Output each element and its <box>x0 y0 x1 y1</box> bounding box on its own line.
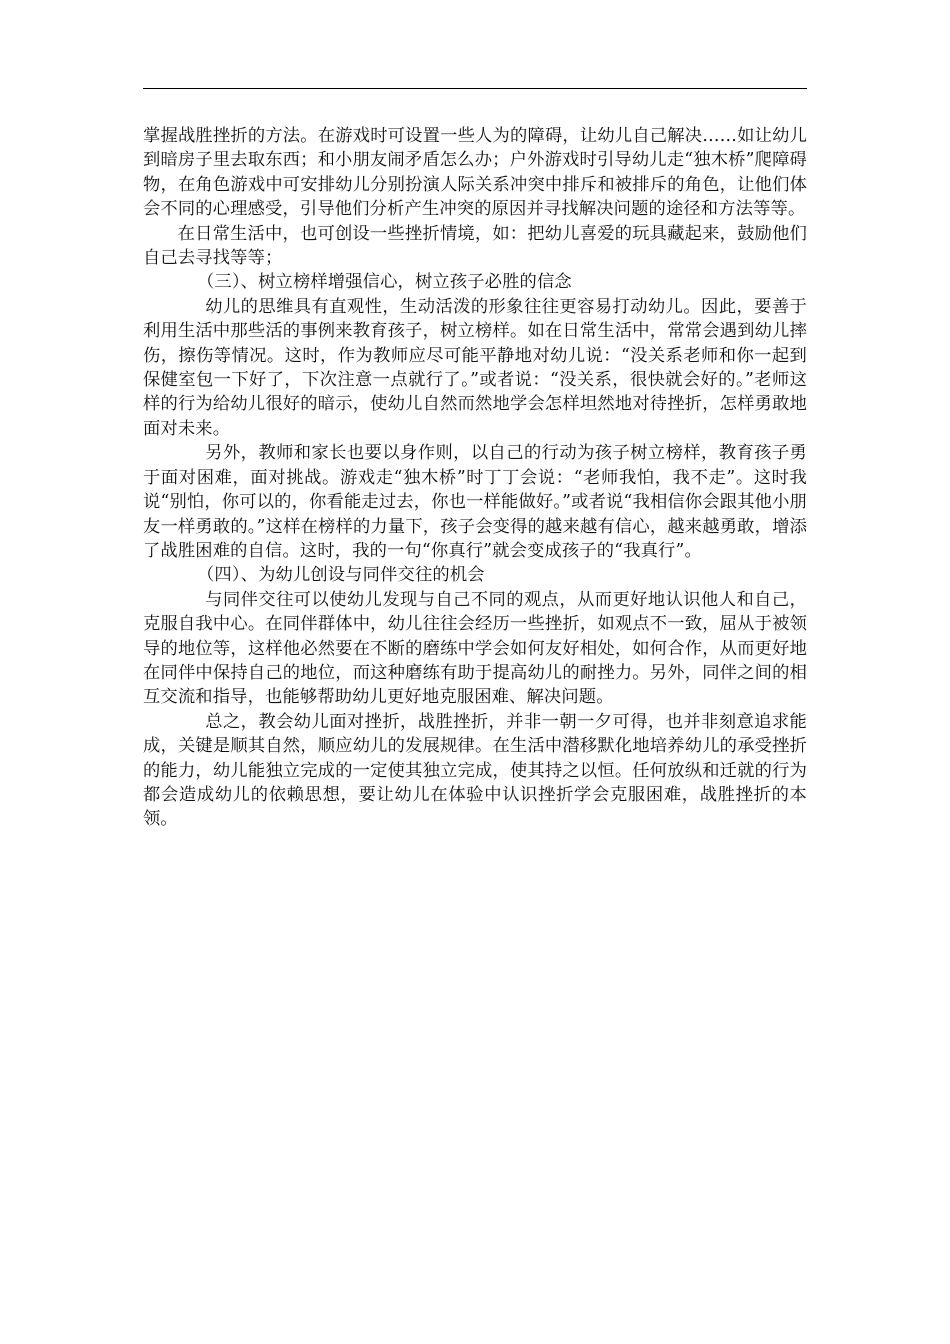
document-body <box>143 124 807 832</box>
body-paragraph: 在日常生活中，也可创设一些挫折情境，如：把幼儿喜爱的玩具藏起来，鼓励他们自己去寻找等等； <box>143 223 807 269</box>
body-paragraph: 掌握战胜挫折的方法。在游戏时可设置一些人为的障碍，让幼儿自己解决……如让幼儿到暗房子里去取东西；和小朋友闹矛盾怎么办；户外游戏时引导幼儿走“独木桥”爬障碍物，在角色游戏中可安排幼儿分别扮演人际关系冲突中排斥和被排斥的角色，让他们体会不同的心理感受，引导他们分析产生冲突的原因并寻找解决问题的途径和方法等等。 <box>143 126 807 220</box>
section-heading: （四）、为幼儿创设与同伴交往的机会 <box>197 565 485 586</box>
section-heading: （三）、树立榜样增强信心，树立孩子必胜的信念 <box>197 272 572 293</box>
body-paragraph: 另外，教师和家长也要以身作则，以自己的行动为孩子树立榜样，教育孩子勇于面对困难，面对挑战。游戏走“独木桥”时丁丁会说：“老师我怕，我不走”。这时我说“别怕，你可以的，你看能走过去，你也一样能做好。”或者说“我相信你会跟其他小朋友一样勇敢的。”这样在榜样的力量下，孩子会变得的越来越有信心，越来越勇敢，增添了战胜困难的自信。这时，我的一句“你真行”就会变成孩子的“我真行”。 <box>143 443 807 561</box>
body-paragraph: 与同伴交往可以使幼儿发现与自己不同的观点，从而更好地认识他人和自己，克服自我中心。在同伴群体中，幼儿往往会经历一些挫折，如观点不一致，屈从于被领导的地位等，这样他必然要在不断的磨练中学会如何友好相处，如何合作，从而更好地在同伴中保持自己的地位，而这种磨练有助于提高幼儿的耐挫力。另外，同伴之间的相互交流和指导，也能够帮助幼儿更好地克服困难、解决问题。 <box>143 589 807 708</box>
body-paragraph: 总之，教会幼儿面对挫折，战胜挫折，并非一朝一夕可得，也并非刻意追求能成，关键是顺其自然，顺应幼儿的发展规律。在生活中潜移默化地培养幼儿的承受挫折的能力，幼儿能独立完成的一定使其独立完成，使其持之以恒。任何放纵和迁就的行为都会造成幼儿的依赖思想，要让幼儿在体验中认识挫折学会克服困难，战胜挫折的本领。 <box>143 711 807 830</box>
header-rule <box>143 88 807 89</box>
body-paragraph: 幼儿的思维具有直观性，生动活泼的形象往往更容易打动幼儿。因此，要善于利用生活中那些活的事例来教育孩子，树立榜样。如在日常生活中，常常会遇到幼儿摔伤，擦伤等情况。这时，作为教师应尽可能平静地对幼儿说：“没关系老师和你一起到保健室包一下好了，下次注意一点就行了。”或者说：“没关系，很快就会好的。”老师这样的行为给幼儿很好的暗示，使幼儿自然而然地学会怎样坦然地对待挫折，怎样勇敢地面对未来。 <box>143 296 807 439</box>
